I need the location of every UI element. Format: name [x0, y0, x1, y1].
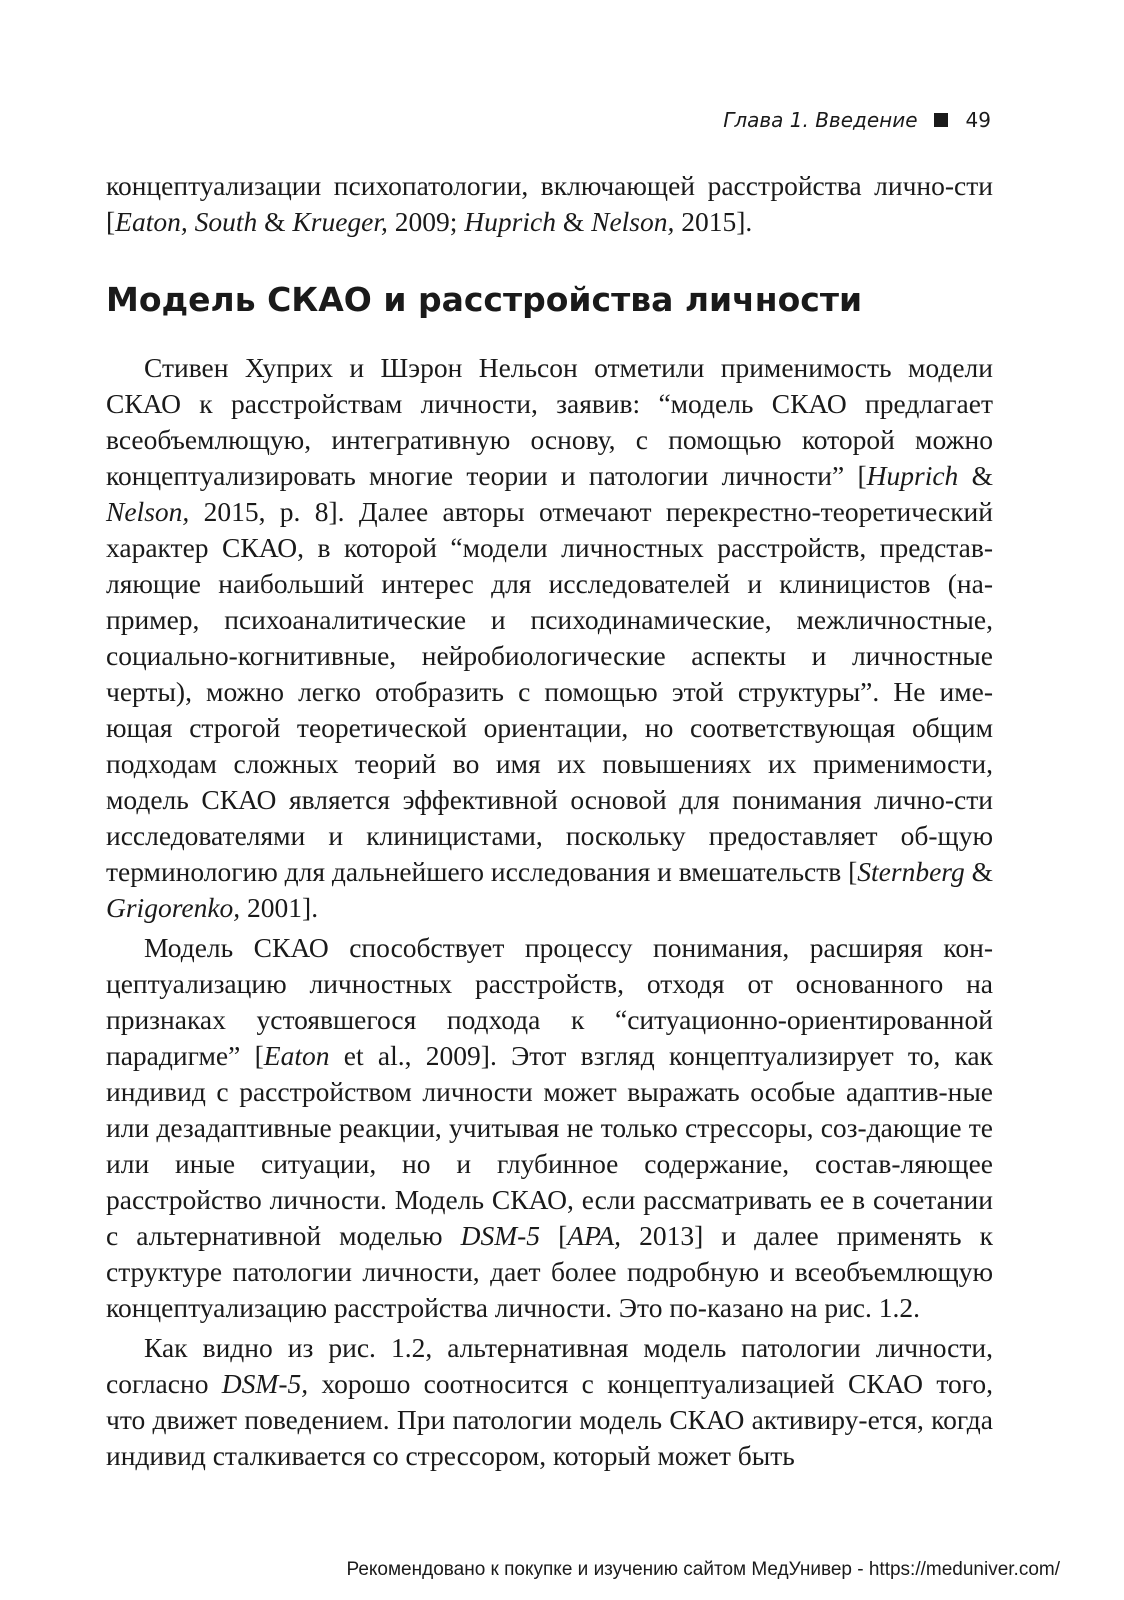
separator-square-icon — [934, 113, 948, 127]
text-run: концептуализации психопатологии, включающей расстройства лично-сти [ — [106, 170, 993, 237]
running-head — [723, 108, 991, 132]
text-run: & — [964, 856, 993, 887]
footer-note: Рекомендовано к покупке и изучению сайтом МедУнивер - https://meduniver.com/ — [346, 1559, 1060, 1580]
text-run: 2015, p. 8]. Далее авторы отмечают перекрестно-теоретический характер СКАО, в которой “модели личностных расстройств, представ-ляющие наибольший интерес для исследователей и клиницистов (на-пример, психоаналитические и психодинамические, межличностные, социально-когнитивные, нейробиологические аспекты и личностные черты), можно легко отобразить с помощью этой структуры”. Не име-ющая строгой теоретической ориентации, но соответствующая общим подходам сложных теорий во имя их повышениях их применимости, модель СКАО является эффективной основой для понимания лично-сти исследователями и клиницистами, поскольку предоставляет об-щую терминологию для дальнейшего исследования и вмешательств [ — [106, 496, 993, 887]
citation-author: Eaton — [263, 1040, 330, 1071]
citation-author: APA, — [567, 1220, 622, 1251]
continuation-paragraph — [106, 168, 993, 240]
paragraph-3 — [106, 1330, 993, 1474]
citation-author: Eaton, South — [115, 206, 258, 237]
citation-author: Krueger, — [292, 206, 388, 237]
text-run: хорошо соотносится с концептуализацией СКАО того, что движет поведением. При патологии модель СКАО активиру-ется, когда индивид сталкивается со стрессором, который может быть — [106, 1368, 993, 1471]
text-run: et al., 2009]. Этот взгляд концептуализирует то, как индивид с расстройством личности может выражать особые адаптив-ные или дезадаптивные реакции, учитывая не только стрессоры, соз-дающие те или иные ситуации, но и глубинное содержание, состав-ляющее расстройство личности. Модель СКАО, если рассматривать ее в сочетании с альтернативной моделью — [106, 1040, 993, 1251]
citation-author: Nelson, — [106, 496, 190, 527]
chapter-title: Глава 1. Введение — [723, 108, 918, 132]
citation-author: Nelson, — [591, 206, 675, 237]
manual-title: DSM-5, — [221, 1368, 309, 1399]
text-run: 2013] и далее применять к структуре патологии личности, дает более подробную и всеобъемлющую концептуализацию расстройства личности. Это по-казано на рис. 1.2. — [106, 1220, 993, 1323]
page-number: 49 — [965, 108, 991, 132]
citation-author: Sternberg — [857, 856, 965, 887]
citation-author: Grigorenko, — [106, 892, 241, 923]
text-run: Как видно из рис. 1.2, альтернативная модель патологии личности, согласно — [106, 1332, 993, 1399]
body-text — [106, 350, 993, 1474]
text-run: 2015]. — [674, 206, 753, 237]
paragraph-1 — [106, 350, 993, 926]
text-run: Модель СКАО способствует процессу понимания, расширяя кон-цептуализацию личностных расстройств, отходя от основанного на признаках устоявшегося подхода к “ситуационно-ориентированной парадигме” [ — [106, 932, 993, 1071]
text-run: [ — [540, 1220, 568, 1251]
section-title: Модель СКАО и расстройства личности — [106, 280, 863, 319]
text-run: 2009; — [387, 206, 465, 237]
text-run: & — [555, 206, 592, 237]
text-run: 2001]. — [240, 892, 319, 923]
paragraph-2 — [106, 930, 993, 1326]
text-run: & — [257, 206, 293, 237]
text-run: Стивен Хуприх и Шэрон Нельсон отметили применимость модели СКАО к расстройствам личности, заявив: “модель СКАО предлагает всеобъемлющую, интегративную основу, с помощью которой можно концептуализировать многие теории и патологии личности” [ — [106, 352, 993, 491]
citation-author: Huprich — [464, 206, 556, 237]
text-run: & — [958, 460, 993, 491]
manual-title: DSM-5 — [460, 1220, 541, 1251]
citation-author: Huprich — [866, 460, 959, 491]
